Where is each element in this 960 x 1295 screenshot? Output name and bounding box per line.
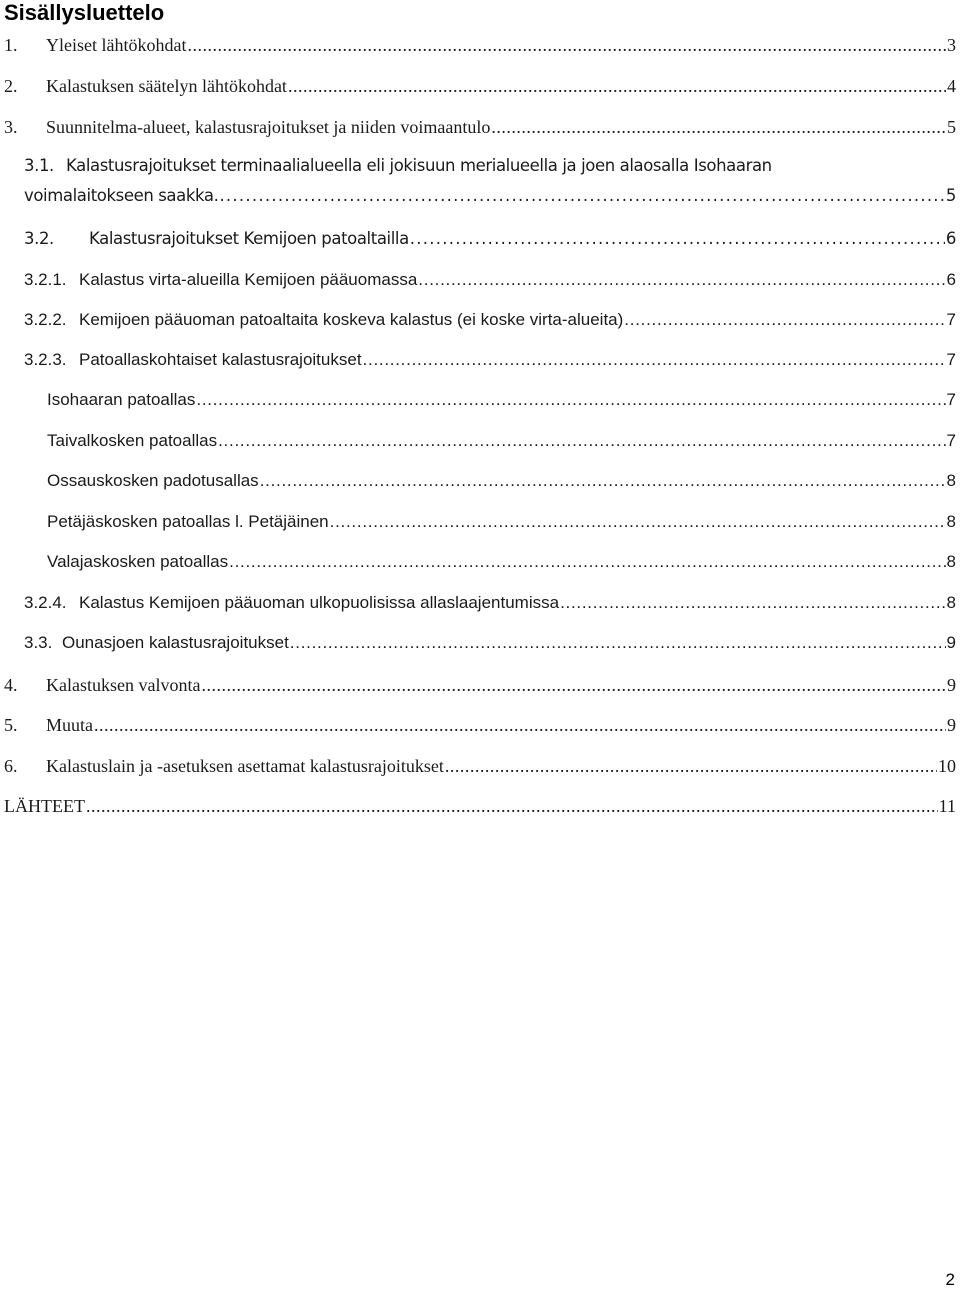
toc-entry-page: 8 — [946, 471, 956, 490]
toc-entry-title: voimalaitokseen saakka. — [24, 186, 219, 205]
toc-entry-page: 5 — [945, 186, 956, 205]
toc-entry-page: 8 — [946, 512, 956, 531]
dot-leader — [418, 267, 945, 293]
toc-entry-page: 8 — [946, 593, 956, 612]
toc-entry-page: 6 — [945, 229, 956, 248]
dot-leader — [445, 753, 937, 779]
dot-leader — [560, 590, 945, 616]
toc-entry-number: 6. — [4, 756, 18, 776]
dot-leader — [94, 712, 946, 738]
toc-entry-title: Kalastuksen valvonta — [46, 675, 201, 695]
dot-leader — [410, 226, 945, 252]
toc-entry-number: 3.2. — [24, 229, 54, 248]
toc-entry-page: 7 — [946, 310, 956, 329]
toc-entry[interactable] — [24, 226, 956, 252]
toc-entry[interactable] — [24, 307, 956, 333]
toc-entry-number: 2. — [4, 76, 18, 96]
toc-entry-title: Isohaaran patoallas — [47, 390, 196, 409]
dot-leader — [330, 509, 946, 535]
toc-entry[interactable] — [4, 672, 956, 698]
toc-entry-number: 3.2.1. — [24, 270, 67, 289]
toc-entry-title: Ounasjoen kalastusrajoitukset — [62, 633, 289, 652]
dot-leader — [219, 183, 944, 209]
dot-leader — [218, 428, 945, 454]
toc-entry[interactable] — [4, 753, 956, 779]
toc-entry-first-line[interactable] — [24, 153, 772, 179]
toc-entry-title: Kalastus Kemijoen pääuoman ulkopuolisissa allaslaajentumissa — [79, 593, 560, 612]
dot-leader — [229, 549, 945, 575]
toc-entry-title: Valajaskosken patoallas — [47, 552, 229, 571]
toc-entry-title: Taivalkosken patoallas — [47, 431, 218, 450]
toc-entry-title: Kalastusrajoitukset terminaalialueella eli jokisuun merialueella ja joen alaosalla Isohaaran — [66, 156, 772, 175]
toc-entry-title: Muuta — [46, 715, 93, 735]
toc-entry-title: Kemijoen pääuoman patoaltaita koskeva kalastus (ei koske virta-alueita) — [79, 310, 624, 329]
dot-leader — [363, 347, 946, 373]
toc-entry-title: Yleiset lähtökohdat — [46, 35, 187, 55]
toc-entry[interactable] — [24, 347, 956, 373]
toc-entry-page: 9 — [947, 675, 956, 695]
dot-leader — [290, 630, 946, 656]
toc-entry[interactable] — [4, 793, 956, 819]
toc-entry-page: 9 — [946, 633, 956, 652]
toc-entry-title: Kalastus virta-alueilla Kemijoen pääuomassa — [79, 270, 418, 289]
toc-entry-page: 7 — [946, 350, 956, 369]
toc-entry-page: 11 — [938, 796, 956, 816]
page-title: Sisällysluettelo — [4, 0, 165, 25]
toc-entry-title: LÄHTEET — [4, 796, 85, 816]
toc-entry-number: 3. — [4, 117, 18, 137]
toc-entry-page: 10 — [938, 756, 956, 776]
toc-entry-number: 3.2.3. — [24, 350, 67, 369]
toc-entry[interactable] — [4, 114, 956, 140]
toc-entry-title: Kalastusrajoitukset Kemijoen patoaltailla — [89, 229, 409, 248]
toc-entry[interactable] — [47, 428, 956, 454]
dot-leader — [624, 307, 945, 333]
toc-entry-title: Suunnitelma-alueet, kalastusrajoitukset ja niiden voimaantulo — [46, 117, 491, 137]
toc-entry[interactable] — [47, 468, 956, 494]
toc-entry-number: 3.2.2. — [24, 310, 67, 329]
toc-entry-title: Ossauskosken padotusallas — [47, 471, 259, 490]
toc-entry[interactable] — [47, 509, 956, 535]
dot-leader — [86, 793, 938, 819]
toc-entry[interactable] — [4, 712, 956, 738]
toc-entry-number: 3.1. — [24, 156, 54, 175]
dot-leader — [288, 73, 946, 99]
footer-page-number: 2 — [945, 1270, 955, 1289]
toc-entry-title: Kalastuksen säätelyn lähtökohdat — [46, 76, 287, 96]
toc-entry-page: 6 — [946, 270, 956, 289]
toc-entry-page: 3 — [947, 35, 956, 55]
dot-leader — [196, 387, 945, 413]
toc-entry[interactable] — [24, 590, 956, 616]
toc-entry[interactable] — [24, 267, 956, 293]
toc-entry-page: 8 — [946, 552, 956, 571]
toc-entry-page: 7 — [946, 431, 956, 450]
dot-leader — [491, 114, 946, 140]
toc-entry-title: Petäjäskosken patoallas l. Petäjäinen — [47, 512, 329, 531]
dot-leader — [187, 32, 946, 58]
toc-entry-number: 1. — [4, 35, 18, 55]
toc-entry[interactable] — [4, 73, 956, 99]
toc-entry[interactable] — [24, 630, 956, 656]
toc-entry-number: 3.3. — [24, 633, 53, 652]
toc-entry-page: 9 — [947, 715, 956, 735]
toc-entry-title: Patoallaskohtaiset kalastusrajoitukset — [79, 350, 362, 369]
toc-entry[interactable] — [24, 183, 956, 209]
toc-entry[interactable] — [47, 387, 956, 413]
toc-entry-page: 5 — [947, 117, 956, 137]
toc-entry[interactable] — [4, 32, 956, 58]
toc-entry-title: Kalastuslain ja -asetuksen asettamat kalastusrajoitukset — [46, 756, 444, 776]
dot-leader — [260, 468, 946, 494]
toc-entry-page: 4 — [947, 76, 956, 96]
toc-entry[interactable] — [47, 549, 956, 575]
toc-entry-number: 4. — [4, 675, 18, 695]
toc-entry-number: 3.2.4. — [24, 593, 67, 612]
toc-entry-page: 7 — [946, 390, 956, 409]
dot-leader — [201, 672, 946, 698]
toc-entry-number: 5. — [4, 715, 18, 735]
